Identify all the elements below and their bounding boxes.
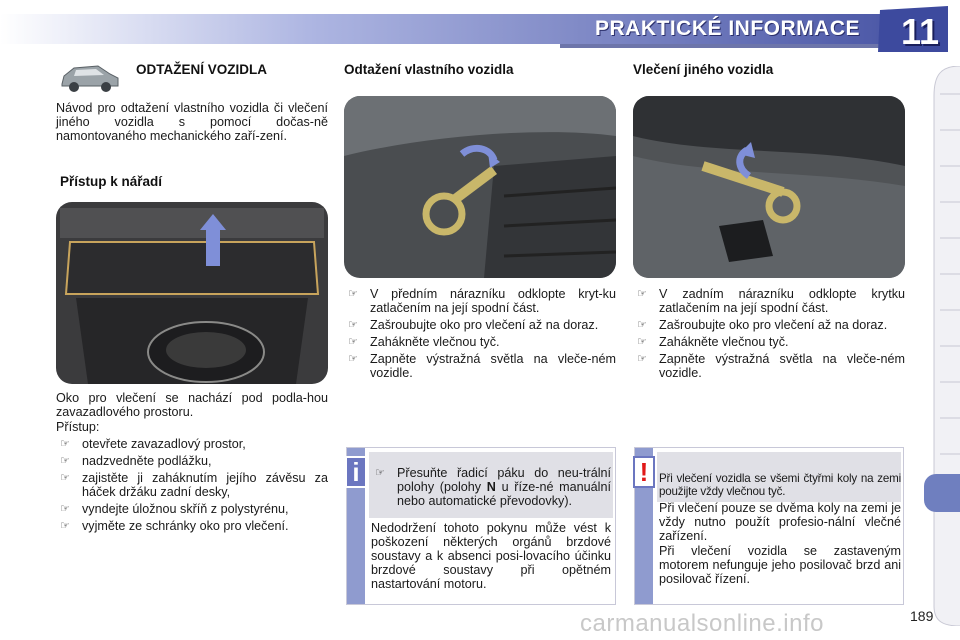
pointing-hand-icon: ☞ xyxy=(60,503,70,515)
warning-note-box xyxy=(634,447,904,605)
section-title-other-vehicle: Vlečení jiného vozidla xyxy=(633,62,774,77)
warning-text-2: Při vlečení vozidla se zastaveným motorem nefunguje jeho posilovač brzd ani posilovač řízení. xyxy=(659,544,901,586)
towing-intro-text: Návod pro odtažení vlastního vozidla či vlečení jiného vozidla s pomocí dočas-ně namontovaného mechanického zaří-zení. xyxy=(56,101,328,143)
info-note-text: Nedodržení tohoto pokynu může vést k poškození některých orgánů brzdové soustavy a k absenci posi-lovacího účinku brzdové soustavy při opětném nastartování motoru. xyxy=(371,521,611,591)
pointing-hand-icon: ☞ xyxy=(637,319,647,331)
list-item: ☞ Zapněte výstražná světla na vleče-ném vozidle. xyxy=(348,352,616,380)
list-item: ☞ nadzvedněte podlážku, xyxy=(60,454,212,468)
chapter-side-tabs xyxy=(930,66,960,626)
info-note-bullet: ☞ Přesuňte řadicí páku do neu-trální polohy (polohy N u říze-né manuální nebo automatické převodovky). xyxy=(375,466,611,508)
pointing-hand-icon: ☞ xyxy=(60,520,70,532)
info-icon: i xyxy=(345,456,367,488)
list-item: ☞ Zašroubujte oko pro vlečení až na doraz. xyxy=(637,318,888,332)
page-title: PRAKTICKÉ INFORMACE xyxy=(595,17,860,40)
list-item: ☞ otevřete zavazadlový prostor, xyxy=(60,437,246,451)
car-icon xyxy=(58,60,122,94)
access-steps-list xyxy=(56,437,328,536)
pointing-hand-icon: ☞ xyxy=(348,319,358,331)
warning-icon: ! xyxy=(633,456,655,488)
rear-bumper-photo xyxy=(633,96,905,278)
own-vehicle-steps-list xyxy=(344,287,616,383)
access-label: Přístup: xyxy=(56,420,100,434)
pointing-hand-icon: ☞ xyxy=(637,288,647,300)
pointing-hand-icon: ☞ xyxy=(60,472,70,484)
list-item: ☞ Zahákněte vlečnou tyč. xyxy=(348,335,500,349)
other-vehicle-steps-list xyxy=(633,287,905,383)
pointing-hand-icon: ☞ xyxy=(348,353,358,365)
pointing-hand-icon: ☞ xyxy=(60,438,70,450)
list-item: ☞ V zadním nárazníku odklopte krytku zatlačením na její spodní část. xyxy=(637,287,905,315)
watermark: carmanualsonline.info xyxy=(580,610,824,637)
trunk-photo xyxy=(56,202,328,384)
list-item: ☞ Zašroubujte oko pro vlečení až na doraz. xyxy=(348,318,599,332)
section-title-towing: ODTAŽENÍ VOZIDLA xyxy=(136,62,267,77)
page-number: 189 xyxy=(910,608,934,624)
pointing-hand-icon: ☞ xyxy=(637,353,647,365)
list-item: ☞ vyndejte úložnou skříň z polystyrénu, xyxy=(60,502,289,516)
chapter-number-badge: 11 xyxy=(900,11,940,52)
pointing-hand-icon: ☞ xyxy=(375,467,385,479)
info-note-box xyxy=(346,447,616,605)
warning-text-1: Při vlečení pouze se dvěma koly na zemi je vždy nutno použít profesio-nální vlečné zařízení. xyxy=(659,501,901,543)
side-tab-active-chapter[interactable] xyxy=(924,474,960,512)
pointing-hand-icon: ☞ xyxy=(348,336,358,348)
list-item: ☞ zajistěte ji zaháknutím jejího závěsu za háček držáku zadní desky, xyxy=(60,471,328,499)
list-item: ☞ Zahákněte vlečnou tyč. xyxy=(637,335,789,349)
eye-location-text: Oko pro vlečení se nachází pod podla-hou zavazadlového prostoru. xyxy=(56,391,328,419)
list-item: ☞ Zapněte výstražná světla na vleče-ném vozidle. xyxy=(637,352,905,380)
warning-lead-text: Při vlečení vozidla se všemi čtyřmi koly na zemi použijte vždy vlečnou tyč. xyxy=(659,472,901,498)
section-title-own-vehicle: Odtažení vlastního vozidla xyxy=(344,62,514,77)
pointing-hand-icon: ☞ xyxy=(637,336,647,348)
pointing-hand-icon: ☞ xyxy=(60,455,70,467)
list-item: ☞ vyjměte ze schránky oko pro vlečení. xyxy=(60,519,289,533)
list-item: ☞ V předním nárazníku odklopte kryt-ku zatlačením na její spodní část. xyxy=(348,287,616,315)
section-title-tools: Přístup k nářadí xyxy=(60,174,163,189)
pointing-hand-icon: ☞ xyxy=(348,288,358,300)
front-bumper-photo xyxy=(344,96,616,278)
